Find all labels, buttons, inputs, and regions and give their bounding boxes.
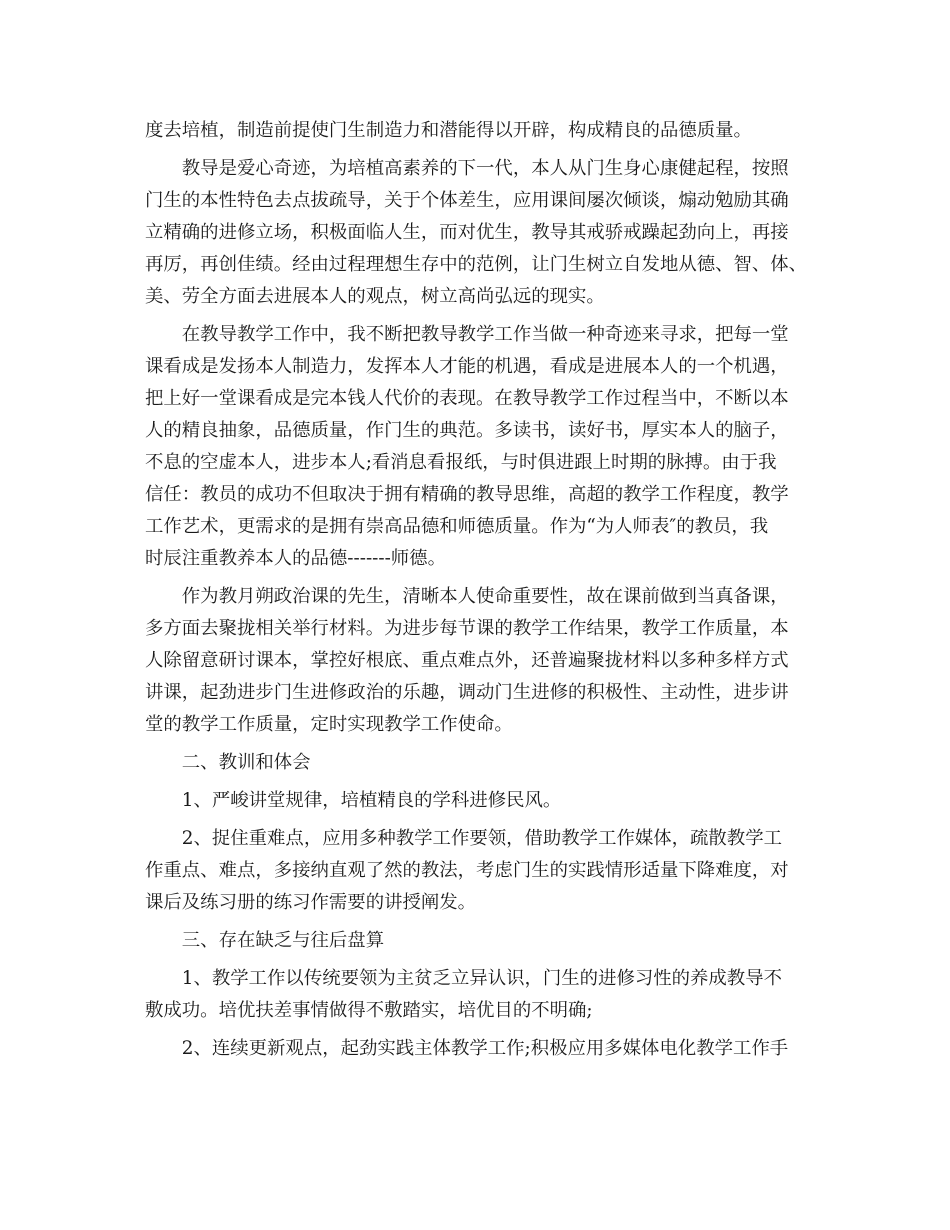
text-line: 作为教月朔政治课的先生，清晰本人使命重要性，故在课前做到当真备课， [145, 586, 789, 607]
text-line: 1、教学工作以传统要领为主贫乏立异认识，门生的进修习性的养成教导不 [145, 968, 782, 989]
text-line: 人除留意研讨课本，掌控好根底、重点难点外，还普遍聚拢材料以多种多样方式 [145, 650, 789, 671]
text-line: 教导是爱心奇迹，为培植高素养的下一代，本人从门生身心康健起程，按照 [145, 158, 789, 179]
text-line: 课后及练习册的练习作需要的讲授阐发。 [145, 892, 477, 913]
text-line: 2、捉住重难点，应用多种教学工作要领，借助教学工作媒体，疏散教学工 [145, 828, 782, 849]
text-line: 在教导教学工作中，我不断把教导教学工作当做一种奇迹来寻求，把每一堂 [145, 324, 789, 345]
text-line: 1、严峻讲堂规律，培植精良的学科进修民风。 [145, 790, 562, 811]
text-line: 不息的空虚本人，进步本人;看消息看报纸，与时俱进跟上时期的脉搏。由于我 [145, 452, 777, 473]
text-line: 堂的教学工作质量，定时实现教学工作使命。 [145, 714, 513, 735]
section-heading: 三、存在缺乏与往后盘算 [145, 930, 385, 951]
text-line: 时辰注重教养本人的品德-------师德。 [145, 548, 446, 569]
text-line: 工作艺术，更需求的是拥有崇高品德和师德质量。作为“为人师表″的教员，我 [145, 516, 769, 537]
text-line: 再厉，再创佳绩。经由过程理想生存中的范例，让门生树立自发地从德、智、体、 [145, 254, 808, 275]
section-heading: 二、教训和体会 [145, 752, 311, 773]
text-line: 人的精良抽象，品德质量，作门生的典范。多读书，读好书，厚实本人的脑子， [145, 420, 789, 441]
document-body [145, 115, 850, 1065]
text-line: 度去培植，制造前提使门生制造力和潜能得以开辟，构成精良的品德质量。 [145, 120, 752, 141]
text-line: 多方面去聚拢相关举行材料。为进步每节课的教学工作结果，教学工作质量，本 [145, 618, 789, 639]
text-line: 作重点、难点，多接纳直观了然的教法，考虑门生的实践情形适量下降难度，对 [145, 860, 789, 881]
text-line: 美、劳全方面去进展本人的观点，树立高尚弘远的现实。 [145, 286, 605, 307]
text-line: 门生的本性特色去点拔疏导，关于个体差生，应用课间屡次倾谈，煽动勉励其确 [145, 190, 789, 211]
text-line: 把上好一堂课看成是完本钱人代价的表现。在教导教学工作过程当中，不断以本 [145, 388, 789, 409]
text-line: 信任：教员的成功不但取决于拥有精确的教导思维，高超的教学工作程度，教学 [145, 484, 789, 505]
text-line: 讲课，起劲进步门生进修政治的乐趣，调动门生进修的积极性、主动性，进步讲 [145, 682, 789, 703]
text-line: 立精确的进修立场，积极面临人生，而对优生，教导其戒骄戒躁起劲向上，再接 [145, 222, 789, 243]
text-line: 课看成是发扬本人制造力，发挥本人才能的机遇，看成是进展本人的一个机遇， [145, 356, 789, 377]
text-line: 2、连续更新观点，起劲实践主体教学工作;积极应用多媒体电化教学工作手 [145, 1038, 789, 1059]
text-line: 敷成功。培优扶差事情做得不敷踏实，培优目的不明确; [145, 1000, 593, 1021]
